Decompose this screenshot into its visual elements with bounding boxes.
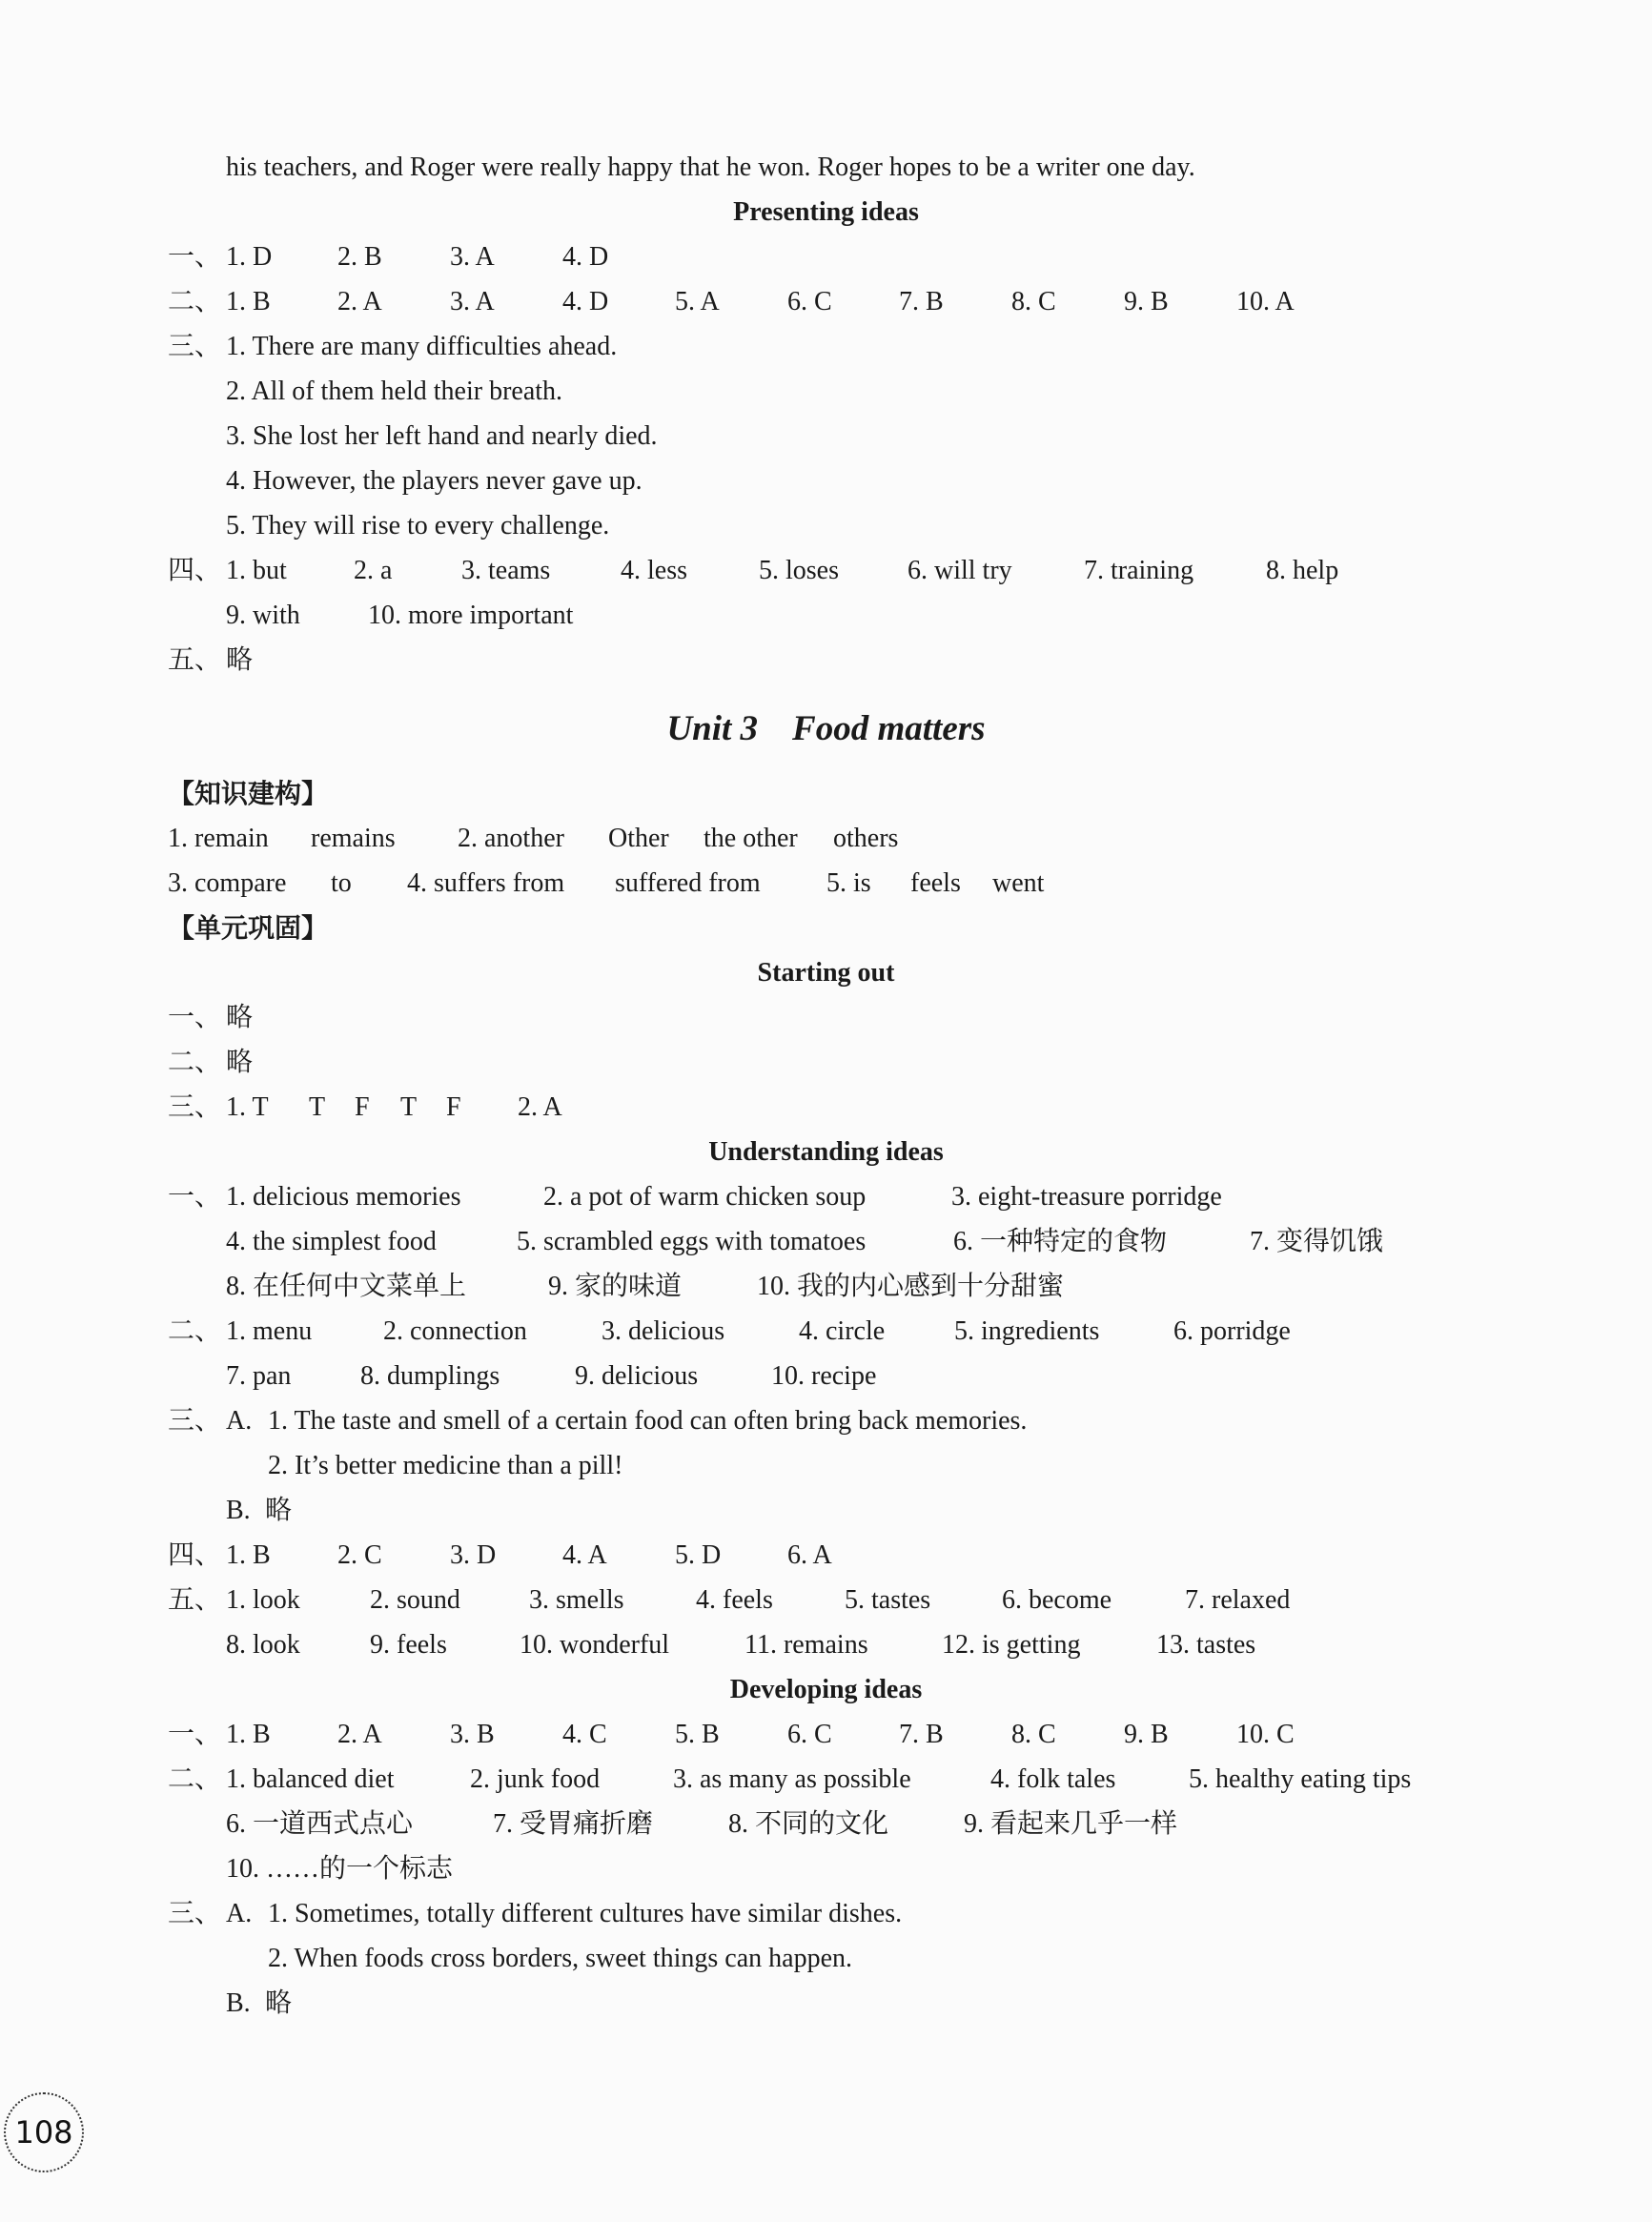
answer-row: 二、 1. menu 2. connection 3. delicious 4. circle 5. ingredients 6. porridge	[168, 1316, 1291, 1346]
page-number: 108	[4, 2092, 84, 2172]
answer-row: 7. pan 8. dumplings 9. delicious 10. recipe	[226, 1361, 877, 1391]
answer-row: 二、 1. B 2. A 3. A 4. D 5. A 6. C 7. B 8. C 9. B 10. A	[168, 287, 1295, 316]
answer-row: B. 略	[226, 1496, 293, 1525]
section-heading-starting-out: Starting out	[757, 958, 895, 988]
answer-row: 5. They will rise to every challenge.	[226, 511, 610, 540]
answer-row: 4. the simplest food 5. scrambled eggs with tomatoes 6. 一种特定的食物 7. 变得饥饿	[226, 1227, 1384, 1256]
answer-row: 一、 略	[168, 1003, 254, 1032]
answer-row: 一、 1. B 2. A 3. B 4. C 5. B 6. C 7. B 8. C 9. B 10. C	[168, 1720, 1295, 1749]
answer-row: 三、 1. There are many difficulties ahead.	[168, 332, 618, 361]
answer-row: 10. ……的一个标志	[226, 1854, 454, 1884]
answer-row: 2. When foods cross borders, sweet things can happen.	[268, 1944, 853, 1973]
section-heading-understanding-ideas: Understanding ideas	[708, 1137, 944, 1167]
answer-row: 五、 略	[168, 645, 254, 675]
section-heading-developing-ideas: Developing ideas	[729, 1675, 923, 1704]
answer-row: 三、 A. 1. The taste and smell of a certain food can often bring back memories.	[168, 1406, 1028, 1436]
unit-review-heading: 【单元巩固】	[168, 912, 329, 944]
answer-row: 8. 在任何中文菜单上 9. 家的味道 10. 我的内心感到十分甜蜜	[226, 1272, 1065, 1301]
answer-row: 一、 1. delicious memories 2. a pot of warm chicken soup 3. eight-treasure porridge	[168, 1182, 1222, 1212]
answer-row: 一、 1. D 2. B 3. A 4. D	[168, 242, 609, 272]
section-heading-presenting-ideas: Presenting ideas	[733, 197, 919, 227]
answer-row: 4. However, the players never gave up.	[226, 466, 642, 496]
answer-row: 2. It’s better medicine than a pill!	[268, 1451, 623, 1480]
answer-row: 8. look 9. feels 10. wonderful 11. remains 12. is getting 13. tastes	[226, 1630, 1256, 1660]
answer-row: 二、 1. balanced diet 2. junk food 3. as many as possible 4. folk tales 5. healthy eating tips	[168, 1764, 1412, 1794]
answer-row: 6. 一道西式点心 7. 受胃痛折磨 8. 不同的文化 9. 看起来几乎一样	[226, 1809, 1178, 1839]
answer-row: 三、 1. T T F T F 2. A	[168, 1092, 562, 1122]
knowledge-heading: 【知识建构】	[168, 778, 329, 809]
answer-row: 四、 1. B 2. C 3. D 4. A 5. D 6. A	[168, 1540, 832, 1570]
answer-row: 2. All of them held their breath.	[226, 377, 563, 406]
answer-row: 9. with 10. more important	[226, 601, 574, 630]
answer-row: 四、 1. but 2. a 3. teams 4. less 5. loses 6. will try 7. training 8. help	[168, 556, 1339, 585]
answer-row: 1. remain remains 2. another Other the other others	[168, 824, 899, 853]
answer-row: 3. She lost her left hand and nearly died.	[226, 421, 658, 451]
intro-line: his teachers, and Roger were really happy that he won. Roger hopes to be a writer one day.	[226, 153, 1195, 182]
answer-row: 二、 略	[168, 1048, 254, 1077]
answer-row: B. 略	[226, 1988, 293, 2018]
unit-title: Unit 3 Food matters	[666, 709, 986, 748]
answer-row: 五、 1. look 2. sound 3. smells 4. feels 5. tastes 6. become 7. relaxed	[168, 1585, 1291, 1615]
answer-row: 三、 A. 1. Sometimes, totally different cultures have similar dishes.	[168, 1899, 903, 1928]
answer-row: 3. compare to 4. suffers from suffered from 5. is feels went	[168, 868, 1045, 898]
